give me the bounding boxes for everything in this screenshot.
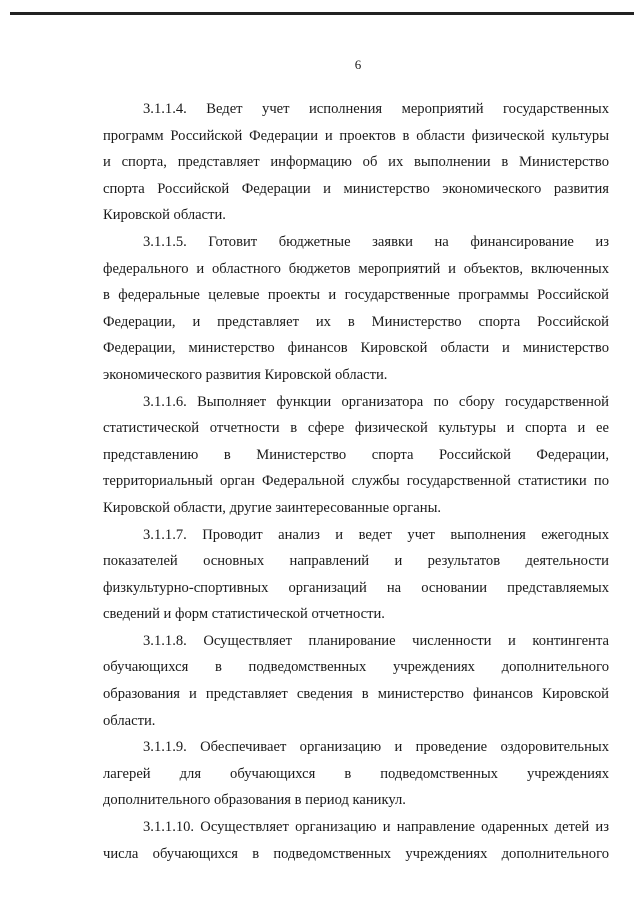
text-line: 3.1.1.8. Осуществляет планирование численности и контингента — [143, 632, 609, 649]
text-line: экономического развития Кировской области. — [103, 366, 388, 383]
text-line: представлению в Министерство спорта Российской Федерации, — [103, 446, 609, 463]
text-line: Кировской области, другие заинтересованные органы. — [103, 499, 442, 516]
text-line: 3.1.1.7. Проводит анализ и ведет учет выполнения ежегодных — [143, 526, 609, 543]
text-line: статистической отчетности в сфере физической культуры и спорта и ее — [103, 420, 609, 437]
text-line: 3.1.1.6. Выполняет функции организатора по сбору государственной — [143, 393, 609, 410]
text-line: числа обучающихся в подведомственных учреждениях дополнительного — [103, 845, 609, 862]
text-line: территориальный орган Федеральной службы государственной статистики по — [103, 473, 609, 490]
paragraph-3-1-1-4 — [103, 96, 609, 229]
document-body — [103, 96, 609, 867]
text-line: Федерации, министерство финансов Кировской области и министерство — [103, 340, 609, 357]
text-line: Федерации, и представляет их в Министерство спорта Российской — [103, 313, 609, 330]
text-line: области. — [103, 712, 156, 729]
text-line: и спорта, представляет информацию об их выполнении в Министерство — [103, 154, 609, 171]
text-line: федерального и областного бюджетов мероприятий и объектов, включенных — [103, 260, 609, 277]
text-line: физкультурно-спортивных организаций на основании представляемых — [103, 579, 609, 596]
text-line: обучающихся в подведомственных учреждениях дополнительного — [103, 659, 609, 676]
text-line: в федеральные целевые проекты и государственные программы Российской — [103, 287, 609, 304]
text-line: 3.1.1.10. Осуществляет организацию и направление одаренных детей из — [143, 819, 609, 836]
text-line: 3.1.1.4. Ведет учет исполнения мероприятий государственных — [143, 101, 609, 117]
page-number: 6 — [354, 57, 362, 72]
paragraph-3-1-1-7 — [103, 522, 609, 628]
top-border-rule — [10, 12, 634, 15]
text-line: Кировской области. — [103, 207, 226, 224]
paragraph-3-1-1-9 — [103, 734, 609, 814]
paragraph-3-1-1-8 — [103, 628, 609, 734]
paragraph-3-1-1-10 — [103, 814, 609, 867]
text-line: лагерей для обучающихся в подведомственных учреждениях — [103, 765, 609, 782]
text-line: показателей основных направлений и результатов деятельности — [103, 553, 609, 570]
text-line: образования и представляет сведения в министерство финансов Кировской — [103, 686, 609, 703]
paragraph-3-1-1-5 — [103, 229, 609, 389]
text-line: сведений и форм статистической отчетности. — [103, 606, 385, 623]
text-line: 3.1.1.5. Готовит бюджетные заявки на финансирование из — [143, 233, 609, 250]
paragraph-3-1-1-6 — [103, 389, 609, 522]
text-line: дополнительного образования в период каникул. — [103, 792, 406, 809]
text-line: 3.1.1.9. Обеспечивает организацию и проведение оздоровительных — [143, 739, 609, 756]
text-line: программ Российской Федерации и проектов в области физической культуры — [103, 127, 609, 144]
text-line: спорта Российской Федерации и министерство экономического развития — [103, 180, 609, 197]
